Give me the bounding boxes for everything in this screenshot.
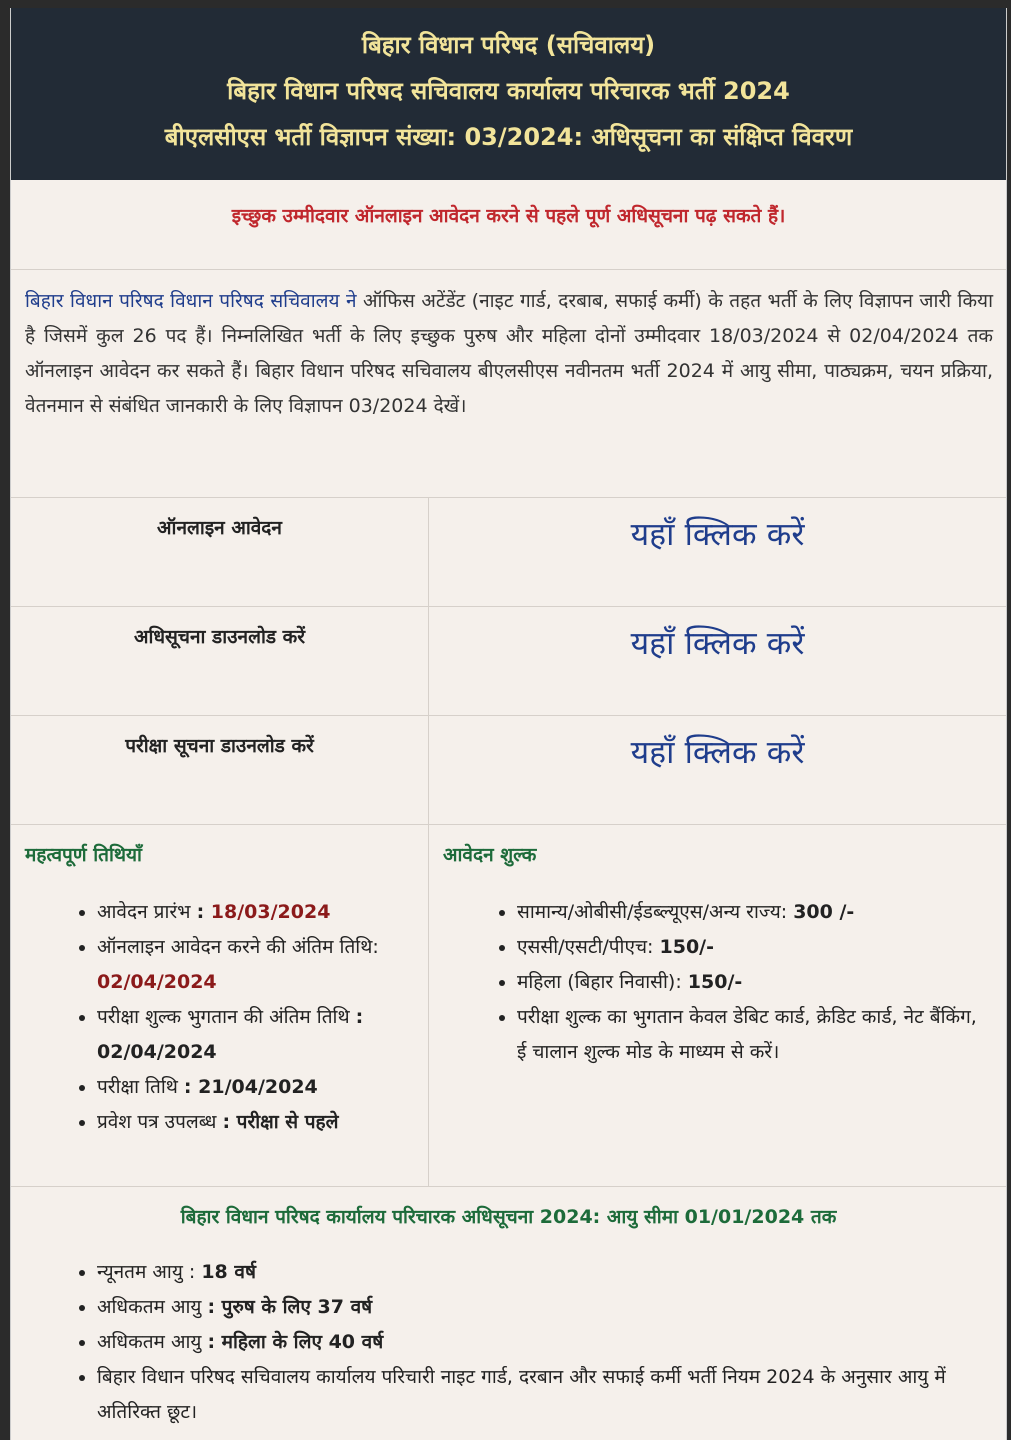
dates-title: महत्वपूर्ण तिथियाँ: [25, 844, 142, 866]
list-item: • परीक्षा शुल्क भुगतान की अंतिम तिथि : 02/04/2024: [97, 1000, 414, 1070]
list-item: • सामान्य/ओबीसी/ईडब्ल्यूएस/अन्य राज्य: 300 /-: [517, 895, 992, 930]
application-fee: [429, 825, 1006, 1186]
header-title: बिहार विधान परिषद (सचिवालय): [361, 31, 656, 59]
online-apply-link[interactable]: यहाँ क्लिक करें: [630, 515, 805, 553]
header-subtitle: बिहार विधान परिषद सचिवालय कार्यालय परिचारक भर्ती 2024: [227, 77, 790, 105]
fee-list: [443, 895, 992, 1070]
link-row-label: परीक्षा सूचना डाउनलोड करें: [11, 716, 429, 824]
age-title: बिहार विधान परिषद कार्यालय परिचारक अधिसूचना 2024: आयु सीमा 01/01/2024 तक: [180, 1206, 837, 1228]
dates-list: [25, 895, 414, 1140]
exam-notice-download-link[interactable]: यहाँ क्लिक करें: [630, 733, 805, 771]
intro-body: ऑफिस अटेंडेंट (नाइट गार्ड, दरबाब, सफाई कर्मी) के तहत भर्ती के लिए विज्ञापन जारी किया है जिसमें कुल 26 पद हैं। निम्नलिखित भर्ती के लिए इच्छुक पुरुष और महिला दोनों उम्मीदवार 18/03/2024 से 02/04/2024 तक ऑनलाइन आवेदन कर सकते हैं। बिहार विधान परिषद सचिवालय बीएलसीएस नवीनतम भर्ती 2024 में आयु सीमा, पाठ्यक्रम, चयन प्रक्रिया, वेतनमान से संबंधित जानकारी के लिए विज्ञापन 03/2024 देखें।: [25, 290, 993, 417]
notice-banner: इच्छुक उम्मीदवार ऑनलाइन आवेदन करने से पहले पूर्ण अधिसूचना पढ़ सकते हैं।: [11, 180, 1006, 270]
fee-title: आवेदन शुल्क: [443, 844, 537, 866]
link-row-online-apply: [11, 498, 1006, 607]
list-item: • आवेदन प्रारंभ : 18/03/2024: [97, 895, 414, 930]
header-advert-number: बीएलसीएस भर्ती विज्ञापन संख्या: 03/2024: अधिसूचना का संक्षिप्त विवरण: [164, 123, 853, 151]
list-item: • बिहार विधान परिषद सचिवालय कार्यालय परिचारी नाइट गार्ड, दरबान और सफाई कर्मी भर्ती नियम 2024 के अनुसार आयु में अतिरिक्त छूट।: [97, 1360, 992, 1430]
notification-download-link[interactable]: यहाँ क्लिक करें: [630, 624, 805, 662]
list-item: • एससी/एसटी/पीएच: 150/-: [517, 930, 992, 965]
list-item: • महिला (बिहार निवासी): 150/-: [517, 965, 992, 1000]
list-item: • अधिकतम आयु : महिला के लिए 40 वर्ष: [97, 1325, 992, 1360]
link-row-label: अधिसूचना डाउनलोड करें: [11, 607, 429, 715]
list-item: • अधिकतम आयु : पुरुष के लिए 37 वर्ष: [97, 1290, 992, 1325]
age-list: [25, 1255, 992, 1430]
notice-document: [10, 8, 1007, 1440]
list-item: • न्यूनतम आयु : 18 वर्ष: [97, 1255, 992, 1290]
list-item: • ऑनलाइन आवेदन करने की अंतिम तिथि: 02/04/2024: [97, 930, 414, 1000]
intro-link[interactable]: बिहार विधान परिषद विधान परिषद सचिवालय ने: [25, 290, 357, 312]
intro-paragraph: [11, 270, 1006, 498]
info-section: [11, 825, 1006, 1187]
important-dates: [11, 825, 429, 1186]
age-limit-section: [11, 1187, 1006, 1430]
list-item: • परीक्षा शुल्क का भुगतान केवल डेबिट कार्ड, क्रेडिट कार्ड, नेट बैंकिंग, ई चालान शुल्क मोड के माध्यम से करें।: [517, 1000, 992, 1070]
list-item: • प्रवेश पत्र उपलब्ध : परीक्षा से पहले: [97, 1105, 414, 1140]
list-item: • परीक्षा तिथि : 21/04/2024: [97, 1070, 414, 1105]
link-row-notification: [11, 607, 1006, 716]
link-row-label: ऑनलाइन आवेदन: [11, 498, 429, 606]
link-row-exam-notice: [11, 716, 1006, 825]
page-header: [11, 8, 1006, 180]
